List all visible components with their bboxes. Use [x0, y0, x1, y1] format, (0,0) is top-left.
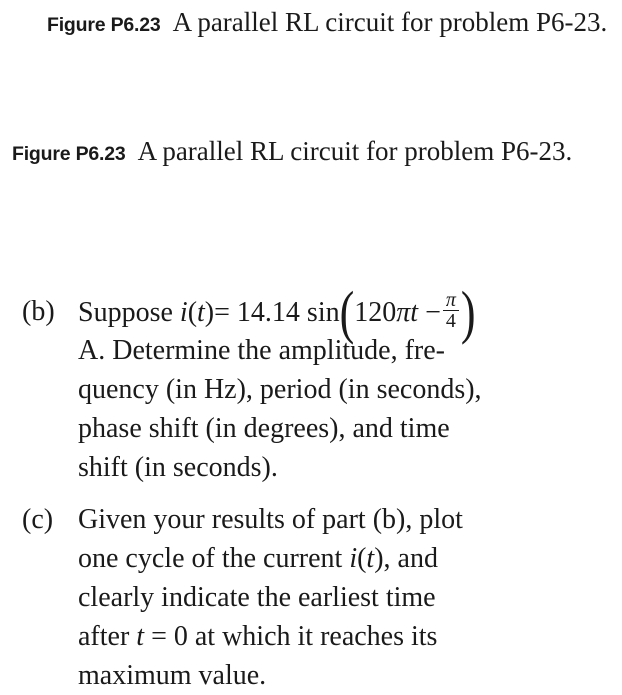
line-4-pre: after [78, 621, 130, 652]
variable-symbol: t [197, 297, 205, 328]
function-symbol: i [349, 543, 358, 574]
part-c-line-4 [78, 617, 437, 656]
figure-label: Figure P6.23 [47, 14, 161, 36]
part-b-line-2: quency (in Hz), period (in seconds), [78, 374, 482, 405]
part-c-line-3: clearly indicate the earliest time [78, 582, 436, 613]
pi-symbol: π [396, 297, 411, 328]
part-label: (c) [22, 504, 54, 535]
caption-text: A parallel RL circuit for problem P6-23. [137, 136, 573, 166]
problem-part-c [22, 500, 612, 690]
problem-part-b [22, 278, 612, 492]
part-c-line-1: Given your results of part (b), plot [78, 504, 463, 535]
intro-text: Suppose [78, 297, 173, 328]
argument-coefficient: 120 [354, 297, 397, 328]
part-b-line-3: phase shift (in degrees), and time [78, 413, 450, 444]
variable-symbol: t [136, 621, 145, 652]
minus-sign: − [425, 297, 441, 328]
function-symbol: i [179, 297, 188, 328]
equation-rhs: = 14.14 sin [214, 297, 340, 328]
variable-symbol: t [366, 543, 375, 574]
part-b-line-4: shift (in seconds). [78, 452, 278, 483]
line-4-post: = 0 at which it reaches its [151, 621, 438, 652]
right-paren: ) [460, 278, 476, 345]
fraction-numerator: π [443, 290, 459, 311]
time-symbol: t [410, 297, 419, 328]
figure-caption-1 [47, 7, 622, 40]
fraction [443, 290, 459, 331]
line-2-post: , and [383, 543, 438, 574]
left-paren: ( [339, 278, 355, 345]
figure-label: Figure P6.23 [12, 143, 126, 165]
part-c-line-2: one cycle of the current i(t), and [78, 543, 438, 574]
part-c-line-5: maximum value. [78, 660, 267, 691]
part-b-formula-line: Suppose i ( t ) = 14.14 sin ( 120 π t − $\frac{\pi}{4}$ ) [78, 278, 476, 345]
part-b-line-1: A. Determine the amplitude, fre- [78, 335, 445, 366]
line-2-pre: one cycle of the current [78, 543, 343, 574]
figure-caption-2 [12, 136, 612, 169]
part-label: (b) [22, 296, 55, 327]
fraction-denominator: 4 [445, 310, 456, 332]
caption-text: A parallel RL circuit for problem P6-23. [172, 7, 608, 37]
